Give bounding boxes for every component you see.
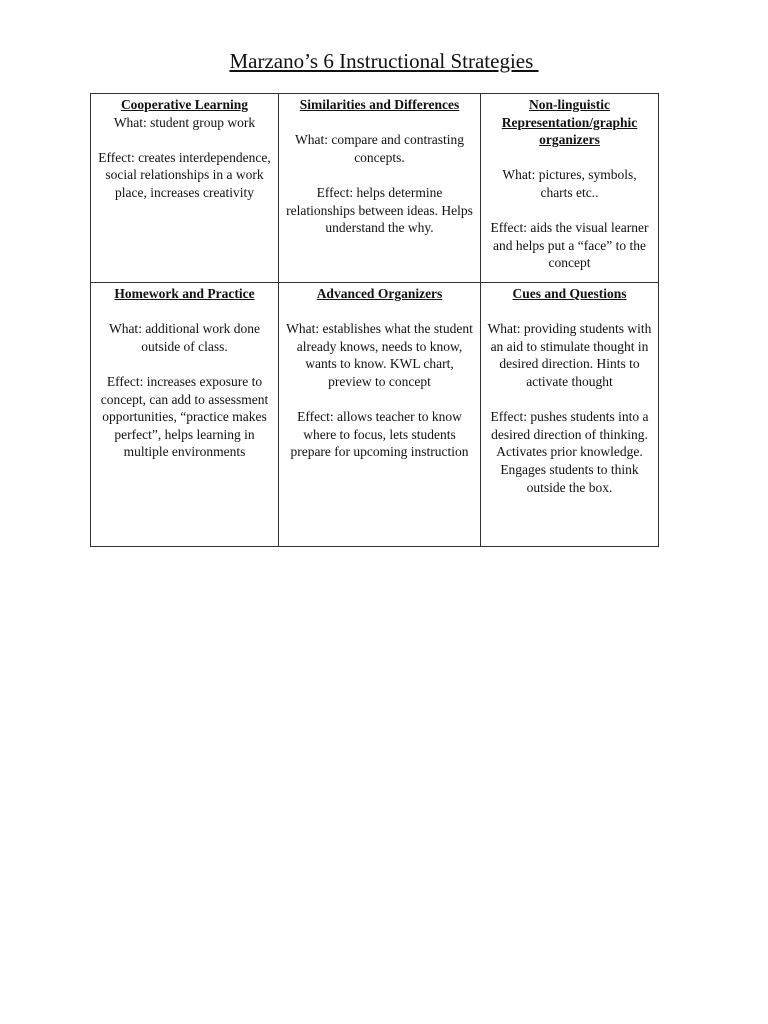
strategy-effect: Effect: allows teacher to know where to focus, lets students prepare for upcoming instruction [290, 409, 469, 460]
strategy-what: What: student group work [113, 114, 256, 130]
strategy-effect: Effect: increases exposure to concept, can add to assessment opportunities, “practice makes perfect”, helps learning in multiple environments [100, 373, 269, 460]
document-title: Marzano’s 6 Instructional Strategies [229, 49, 539, 73]
strategy-heading: Similarities and Differences [299, 97, 460, 112]
strategy-heading: Homework and Practice [114, 286, 255, 301]
strategy-effect: Effect: creates interdependence, social relationships in a work place, increases creativity [98, 149, 271, 200]
table-row [91, 94, 659, 283]
strategy-what: What: providing students with an aid to stimulate thought in desired direction. Hints to activate thought [487, 321, 652, 389]
strategy-cell-cues-questions [481, 283, 659, 547]
strategy-cell-cooperative-learning [91, 94, 279, 283]
strategy-heading: Cues and Questions [512, 286, 627, 301]
strategies-table [90, 93, 659, 547]
strategy-effect: Effect: pushes students into a desired direction of thinking. Activates prior knowledge. Engages students to think outside the box. [490, 409, 649, 495]
strategy-cell-advanced-organizers [279, 283, 481, 547]
strategy-effect: Effect: aids the visual learner and helps put a “face” to the concept [490, 220, 649, 271]
strategy-what: What: compare and contrasting concepts. [294, 132, 465, 165]
strategy-cell-similarities-differences [279, 94, 481, 283]
strategy-what: What: additional work done outside of class. [108, 321, 261, 354]
strategy-cell-non-linguistic [481, 94, 659, 283]
strategy-heading: Cooperative Learning [120, 97, 249, 112]
table-row [91, 283, 659, 547]
strategy-heading: Advanced Organizers [316, 286, 443, 301]
strategy-cell-homework-practice [91, 283, 279, 547]
strategy-effect: Effect: helps determine relationships between ideas. Helps understand the why. [286, 184, 473, 236]
strategy-what: What: establishes what the student already knows, needs to know, wants to know. KWL chart, preview to concept [286, 321, 473, 389]
strategy-what: What: pictures, symbols, charts etc.. [502, 167, 637, 200]
strategy-heading: Non-linguistic Representation/graphic organizers [501, 97, 638, 148]
